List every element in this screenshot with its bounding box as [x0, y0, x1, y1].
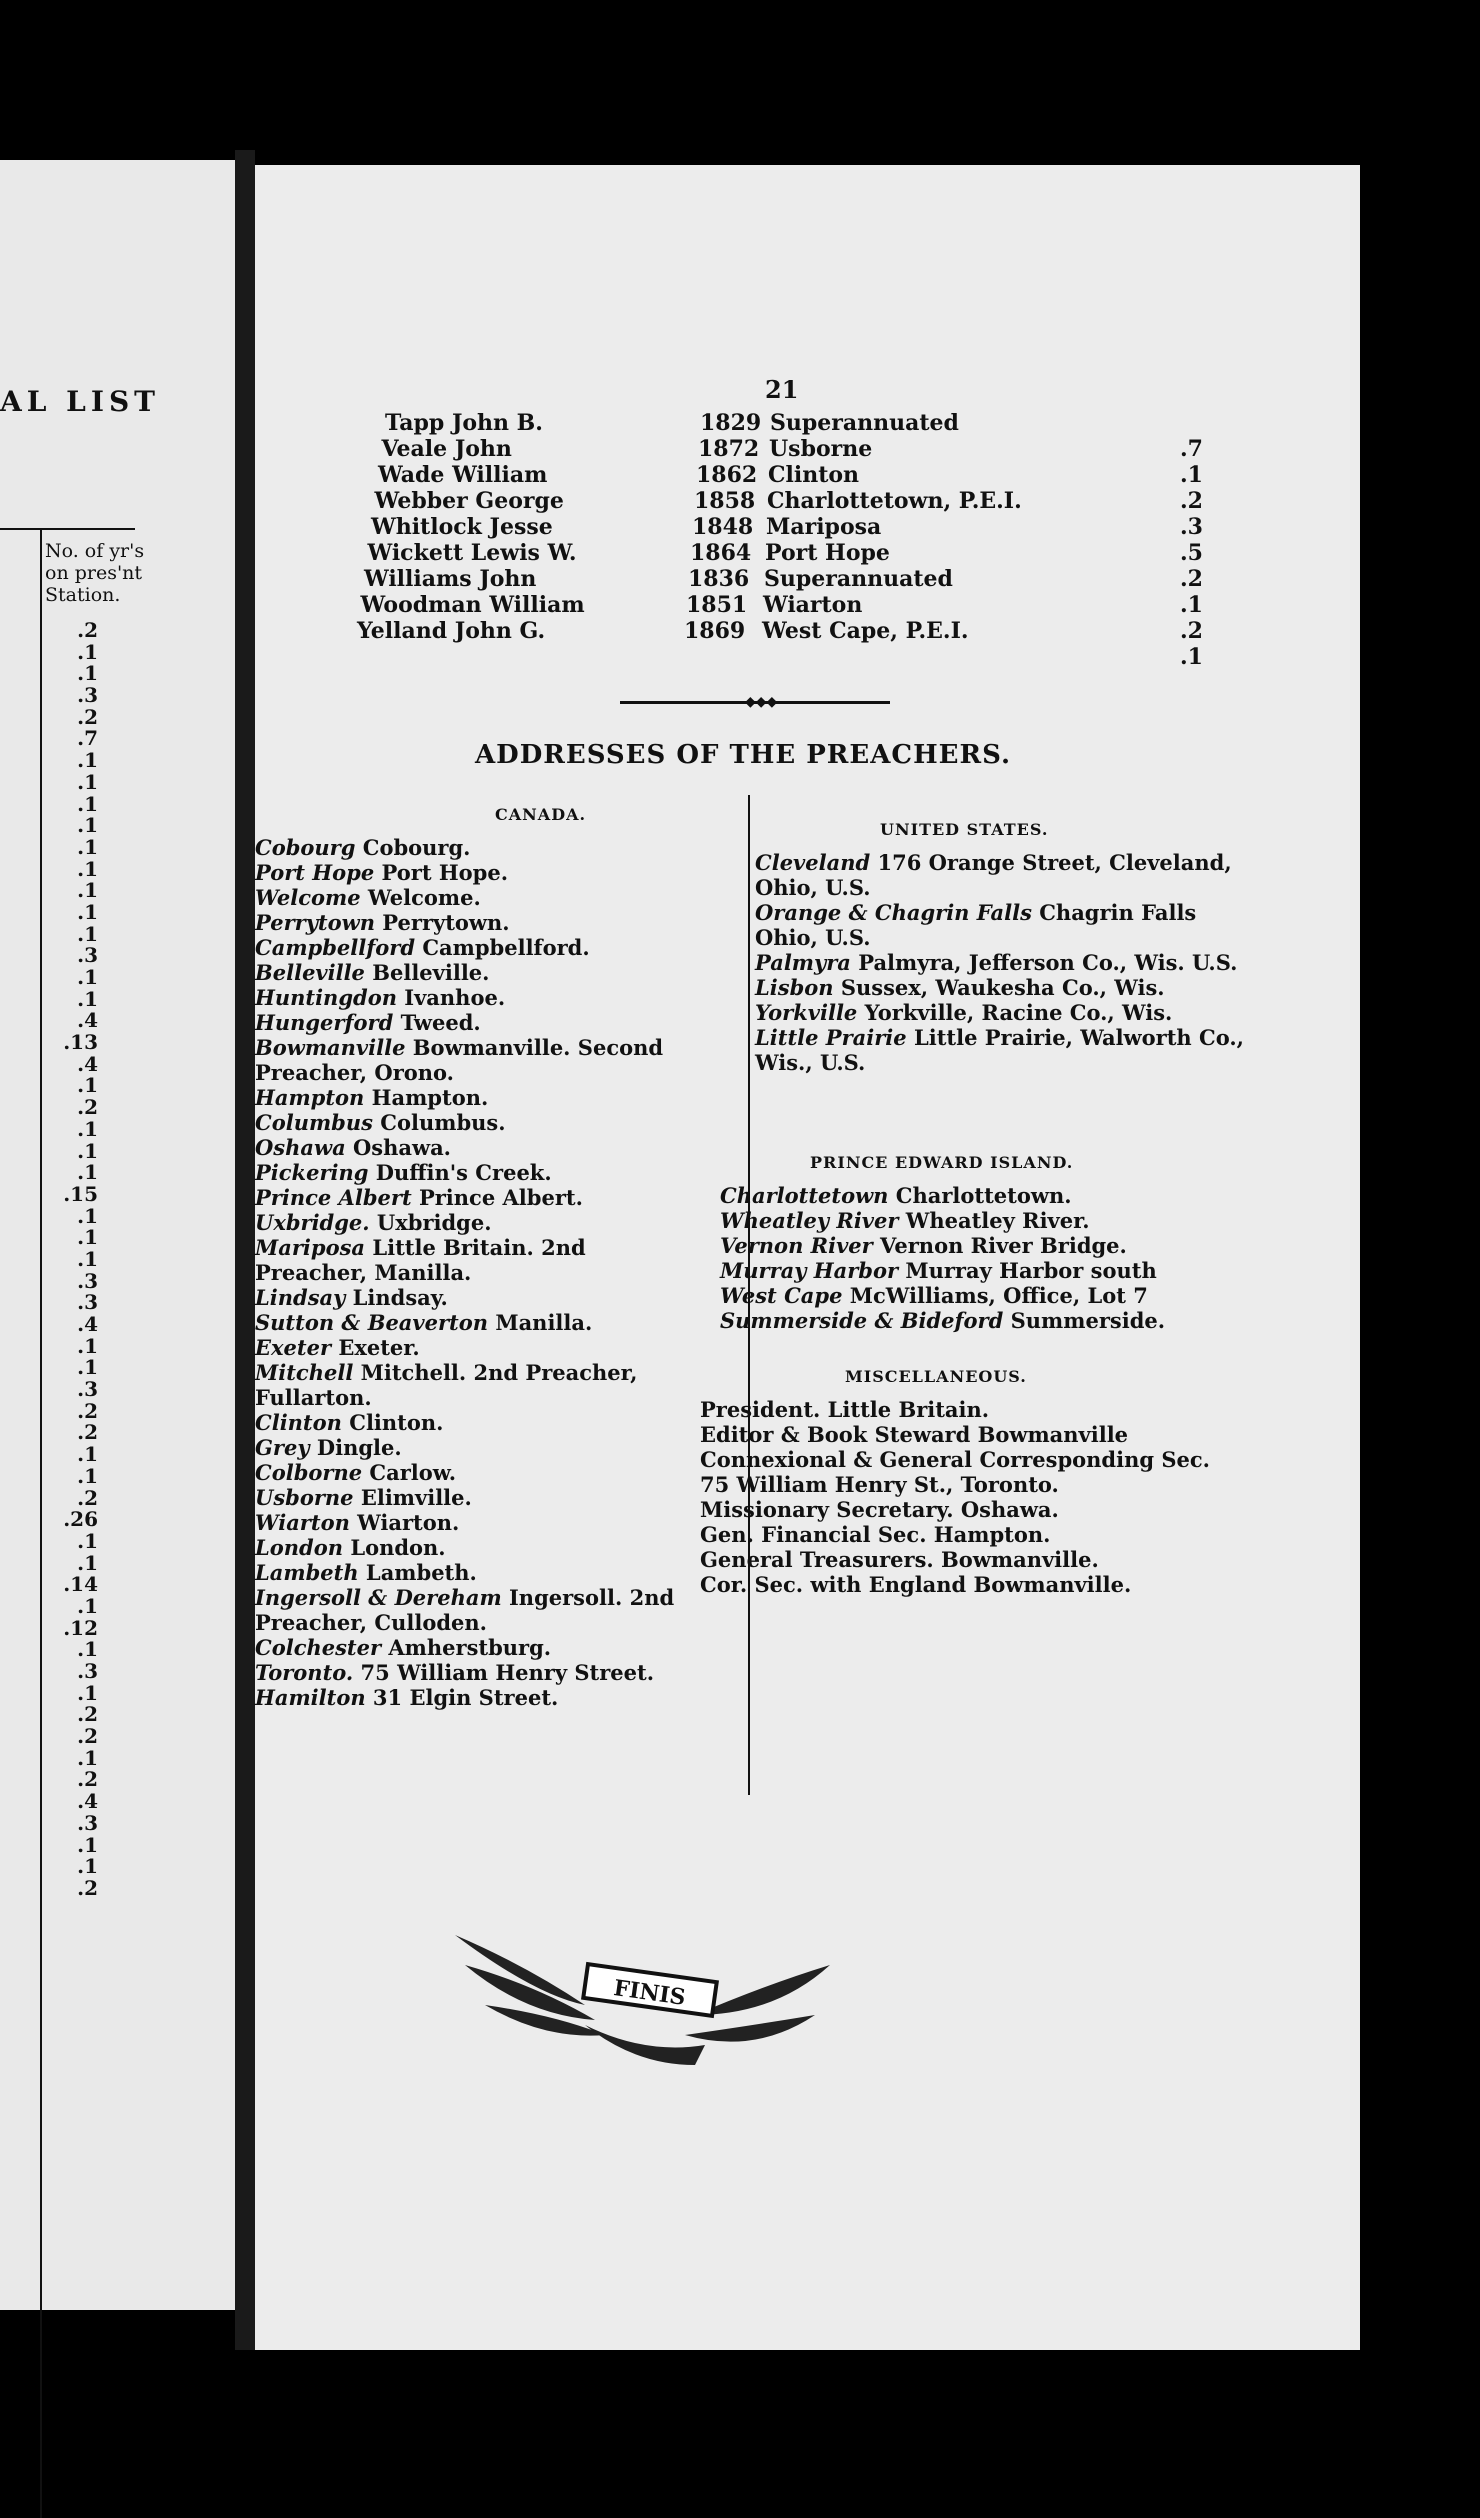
- pei-address: Charlottetown.: [895, 1183, 1072, 1208]
- canada-entry: [255, 1435, 685, 1460]
- years-value: .4: [77, 1789, 98, 1814]
- us-address: Sussex, Waukesha Co., Wis.: [840, 975, 1165, 1000]
- years-value: .1: [77, 834, 98, 859]
- years-value: .1: [77, 1593, 98, 1618]
- canada-address: Dingle.: [316, 1435, 402, 1460]
- us-address: Little Prairie, Walworth Co., Wis., U.S.: [755, 1025, 1244, 1075]
- minister-station: Port Hope: [765, 540, 890, 566]
- canada-address: 75 William Henry Street.: [360, 1660, 655, 1685]
- canada-circuit: Oshawa: [255, 1135, 346, 1160]
- misc-entry: Cor. Sec. with England Bowmanville.: [700, 1572, 1132, 1597]
- us-circuit: Palmyra: [755, 950, 851, 975]
- years-column: [50, 620, 98, 1900]
- canada-circuit: Mitchell: [255, 1360, 354, 1385]
- canada-entry: [255, 1635, 685, 1660]
- minister-row: [350, 514, 1250, 540]
- us-entry: [755, 1000, 1260, 1025]
- minister-station: Charlottetown, P.E.I.: [767, 488, 1022, 514]
- canada-address: Elimville.: [360, 1485, 472, 1510]
- finis-text: FINIS: [612, 1975, 688, 2011]
- canada-circuit: London: [255, 1535, 343, 1560]
- years-value: .1: [77, 1073, 98, 1098]
- pei-address: McWilliams, Office, Lot 7: [849, 1283, 1148, 1308]
- canada-entry: [255, 1085, 685, 1110]
- years-value: .14: [63, 1572, 98, 1597]
- canada-circuit: Bowmanville: [255, 1035, 406, 1060]
- left-page-header: AL LIST: [0, 385, 161, 418]
- years-value: .1: [77, 1832, 98, 1857]
- canada-circuit: Sutton & Beaverton: [255, 1310, 489, 1335]
- years-value: .1: [77, 748, 98, 773]
- canada-address: 31 Elgin Street.: [372, 1685, 559, 1710]
- canada-circuit: Columbus: [255, 1110, 373, 1135]
- years-value: .3: [77, 1290, 98, 1315]
- pei-address: Wheatley River.: [905, 1208, 1090, 1233]
- canada-entry: [255, 1485, 685, 1510]
- canada-address: Bowmanville. Second Preacher, Orono.: [255, 1035, 664, 1085]
- canada-address: Mitchell. 2nd Preacher, Fullarton.: [255, 1360, 638, 1410]
- addresses-title: ADDRESSES OF THE PREACHERS.: [475, 740, 1011, 770]
- minister-row: [350, 592, 1250, 618]
- years-value: .2: [77, 1875, 98, 1900]
- pei-address: Summerside.: [1010, 1308, 1166, 1333]
- canada-entry: [255, 1560, 685, 1585]
- years-value: .15: [63, 1181, 98, 1206]
- canada-circuit: Cobourg: [255, 835, 356, 860]
- years-value: .12: [63, 1615, 98, 1640]
- canada-entry: [255, 960, 685, 985]
- minister-year: 1858: [694, 488, 756, 514]
- minister-year: 1864: [690, 540, 752, 566]
- years-value: .1: [77, 1116, 98, 1141]
- canada-entry: [255, 1410, 685, 1435]
- misc-heading: MISCELLANEOUS.: [845, 1367, 1027, 1386]
- years-value: .2: [77, 1724, 98, 1749]
- misc-entry: General Treasurers. Bowmanville.: [700, 1547, 1099, 1572]
- us-heading: UNITED STATES.: [880, 820, 1049, 839]
- canada-address: Cobourg.: [362, 835, 471, 860]
- years-value: .1: [77, 1333, 98, 1358]
- pei-heading: PRINCE EDWARD ISLAND.: [810, 1153, 1074, 1172]
- misc-entry: Gen. Financial Sec. Hampton.: [700, 1522, 1051, 1547]
- canada-circuit: Wiarton: [255, 1510, 350, 1535]
- canada-address: Oshawa.: [353, 1135, 451, 1160]
- minister-years: .5: [1180, 540, 1203, 566]
- years-value: .1: [77, 1528, 98, 1553]
- misc-entry: Missionary Secretary. Oshawa.: [700, 1497, 1059, 1522]
- minister-year: 1836: [688, 566, 750, 592]
- us-address: Yorkville, Racine Co., Wis.: [864, 1000, 1173, 1025]
- canada-entry: [255, 935, 685, 960]
- minister-row: [350, 488, 1250, 514]
- canada-circuit: Ingersoll & Dereham: [255, 1585, 502, 1610]
- years-value: .4: [77, 1312, 98, 1336]
- canada-address: Uxbridge.: [376, 1210, 492, 1235]
- canada-entry: [255, 1210, 685, 1235]
- years-value: .1: [77, 986, 98, 1011]
- years-value: .1: [77, 878, 98, 903]
- canada-circuit: Belleville: [255, 960, 365, 985]
- canada-list: [255, 835, 685, 1710]
- us-entry: [755, 900, 1260, 950]
- canada-entry: [255, 860, 685, 885]
- us-circuit: Cleveland: [755, 850, 871, 875]
- years-value: .2: [77, 618, 98, 642]
- canada-address: Tweed.: [400, 1010, 481, 1035]
- minister-year: 1869: [684, 618, 746, 644]
- canada-circuit: Colchester: [255, 1635, 382, 1660]
- years-value: .1: [77, 639, 98, 664]
- years-value: .1: [77, 1854, 98, 1879]
- years-value: .1: [77, 1550, 98, 1575]
- finis-ornament: [435, 1905, 855, 2075]
- minister-year: 1872: [698, 436, 760, 462]
- us-address: 176 Orange Street, Cleveland, Ohio, U.S.: [755, 850, 1232, 900]
- pei-circuit: Vernon River: [720, 1233, 873, 1258]
- canada-entry: [255, 1035, 685, 1085]
- canada-entry: [255, 1310, 685, 1335]
- canada-address: Duffin's Creek.: [375, 1160, 552, 1185]
- years-value: .1: [77, 813, 98, 838]
- canada-entry: [255, 835, 685, 860]
- years-value: .3: [77, 1268, 98, 1293]
- minister-name: Wade William: [378, 462, 548, 488]
- pei-entry: [720, 1258, 1240, 1283]
- canada-address: Welcome.: [367, 885, 481, 910]
- minister-row: [350, 566, 1250, 592]
- years-value: .13: [63, 1030, 98, 1055]
- canada-entry: [255, 1360, 685, 1410]
- minister-name: Tapp John B.: [385, 410, 543, 436]
- pei-circuit: West Cape: [720, 1283, 843, 1308]
- years-value: .1: [77, 769, 98, 794]
- years-value: .26: [63, 1507, 98, 1532]
- pei-entry: [720, 1208, 1240, 1233]
- canada-heading: CANADA.: [495, 805, 587, 824]
- minister-row: [350, 540, 1250, 566]
- canada-address: Little Britain. 2nd Preacher, Manilla.: [255, 1235, 586, 1285]
- left-page: [0, 160, 235, 2310]
- years-value: .1: [77, 791, 98, 816]
- minister-station: Usborne: [769, 436, 873, 462]
- canada-address: Prince Albert.: [418, 1185, 583, 1210]
- years-value: .2: [77, 1095, 98, 1120]
- canada-entry: [255, 1585, 685, 1635]
- canada-circuit: Perrytown: [255, 910, 375, 935]
- years-value: .2: [77, 1398, 98, 1423]
- canada-address: Columbus.: [380, 1110, 506, 1135]
- canada-circuit: Grey: [255, 1435, 310, 1460]
- canada-circuit: Colborne: [255, 1460, 363, 1485]
- canada-entry: [255, 885, 685, 910]
- minister-years: .1: [1180, 462, 1203, 488]
- minister-name: Woodman William: [360, 592, 585, 618]
- minister-years: .1: [1180, 644, 1203, 670]
- minister-station: Clinton: [768, 462, 860, 488]
- pei-address: Vernon River Bridge.: [880, 1233, 1127, 1258]
- canada-address: Lambeth.: [365, 1560, 477, 1585]
- canada-entry: [255, 1135, 685, 1160]
- canada-address: Perrytown.: [382, 910, 510, 935]
- minister-name: Williams John: [364, 566, 537, 592]
- minister-years: .1: [1180, 592, 1203, 618]
- years-value: .3: [77, 1659, 98, 1683]
- us-circuit: Orange & Chagrin Falls: [755, 900, 1032, 925]
- pei-entry: [720, 1183, 1240, 1208]
- years-value: .1: [77, 1160, 98, 1185]
- canada-entry: [255, 1685, 685, 1710]
- minister-years: .2: [1180, 488, 1203, 514]
- canada-address: Amherstburg.: [388, 1635, 552, 1660]
- pei-entry: [720, 1283, 1240, 1308]
- canada-circuit: Pickering: [255, 1160, 369, 1185]
- canada-address: Carlow.: [369, 1460, 457, 1485]
- us-entry: [755, 850, 1260, 900]
- canada-entry: [255, 1535, 685, 1560]
- canada-circuit: Lindsay: [255, 1285, 346, 1310]
- years-value: .1: [77, 1203, 98, 1228]
- canada-circuit: Mariposa: [255, 1235, 366, 1260]
- us-circuit: Yorkville: [755, 1000, 858, 1025]
- pei-list: [720, 1183, 1240, 1333]
- pei-entry: [720, 1308, 1240, 1333]
- canada-entry: [255, 1460, 685, 1485]
- right-page: [255, 165, 1360, 2350]
- minister-years: .2: [1180, 618, 1203, 644]
- minister-row: [350, 462, 1250, 488]
- header-rule: [0, 528, 135, 530]
- canada-circuit: Welcome: [255, 885, 361, 910]
- years-value: .2: [77, 1485, 98, 1510]
- minister-row: [350, 644, 1250, 670]
- canada-address: Lindsay.: [352, 1285, 448, 1310]
- canada-entry: [255, 1660, 685, 1685]
- pei-circuit: Charlottetown: [720, 1183, 889, 1208]
- canada-circuit: Huntingdon: [255, 985, 397, 1010]
- canada-circuit: Prince Albert: [255, 1185, 412, 1210]
- us-circuit: Lisbon: [755, 975, 834, 1000]
- years-value: .1: [77, 921, 98, 946]
- misc-entry: Connexional & General Corresponding Sec. 75 William Henry St., Toronto.: [700, 1447, 1210, 1497]
- minister-name: Yelland John G.: [357, 618, 546, 644]
- minister-station: Mariposa: [766, 514, 882, 540]
- years-value: .2: [77, 1420, 98, 1445]
- years-value: .1: [77, 1138, 98, 1163]
- minister-name: Wickett Lewis W.: [367, 540, 577, 566]
- years-value: .1: [77, 856, 98, 881]
- canada-entry: [255, 1160, 685, 1185]
- canada-circuit: Campbellford: [255, 935, 416, 960]
- years-value: .1: [77, 1225, 98, 1250]
- us-entry: [755, 975, 1260, 1000]
- canada-circuit: Lambeth: [255, 1560, 359, 1585]
- years-value: .1: [77, 661, 98, 686]
- canada-address: Manilla.: [495, 1310, 593, 1335]
- canada-entry: [255, 1235, 685, 1285]
- canada-circuit: Hampton: [255, 1085, 365, 1110]
- minister-name: Webber George: [374, 488, 564, 514]
- canada-circuit: Usborne: [255, 1485, 354, 1510]
- minister-row: [350, 618, 1250, 644]
- minister-station: West Cape, P.E.I.: [762, 618, 969, 644]
- canada-circuit: Hamilton: [255, 1685, 366, 1710]
- us-entry: [755, 1025, 1260, 1075]
- years-value: .1: [77, 899, 98, 924]
- years-on-station-header: No. of yr's on pres'nt Station.: [45, 540, 145, 606]
- pei-circuit: Summerside & Bideford: [720, 1308, 1004, 1333]
- minister-name: Veale John: [381, 436, 512, 462]
- canada-entry: [255, 1335, 685, 1360]
- canada-entry: [255, 985, 685, 1010]
- minister-station: Superannuated: [770, 410, 959, 436]
- canada-address: Port Hope.: [381, 860, 509, 885]
- years-value: .2: [77, 1702, 98, 1727]
- years-value: .1: [77, 1355, 98, 1380]
- canada-circuit: Toronto.: [255, 1660, 354, 1685]
- canada-address: Clinton.: [349, 1410, 444, 1435]
- years-value: .1: [77, 1463, 98, 1488]
- years-value: .2: [77, 1767, 98, 1792]
- years-value: .1: [77, 1680, 98, 1705]
- canada-address: London.: [350, 1535, 446, 1560]
- years-value: .3: [77, 683, 98, 708]
- years-value: .4: [77, 1051, 98, 1076]
- us-entry: [755, 950, 1260, 975]
- misc-entry: Editor & Book Steward Bowmanville: [700, 1422, 1129, 1447]
- minister-year: 1862: [696, 462, 758, 488]
- minister-row: [350, 436, 1250, 462]
- canada-circuit: Exeter: [255, 1335, 332, 1360]
- canada-address: Hampton.: [371, 1085, 489, 1110]
- minister-years: .2: [1180, 566, 1203, 592]
- misc-entry: President. Little Britain.: [700, 1397, 990, 1422]
- minister-station: Superannuated: [764, 566, 953, 592]
- pei-address: Murray Harbor south: [905, 1258, 1157, 1283]
- column-divider: [40, 528, 42, 2518]
- canada-circuit: Hungerford: [255, 1010, 394, 1035]
- years-value: .3: [77, 1377, 98, 1402]
- us-address: Chagrin Falls Ohio, U.S.: [755, 900, 1197, 950]
- canada-address: Ivanhoe.: [404, 985, 506, 1010]
- canada-address: Ingersoll. 2nd Preacher, Culloden.: [255, 1585, 675, 1635]
- canada-entry: [255, 1010, 685, 1035]
- canada-address: Exeter.: [338, 1335, 420, 1360]
- minister-years: .3: [1180, 514, 1203, 540]
- canada-address: Belleville.: [372, 960, 490, 985]
- canada-entry: [255, 910, 685, 935]
- canada-address: Campbellford.: [422, 935, 590, 960]
- pei-entry: [720, 1233, 1240, 1258]
- pei-circuit: Wheatley River: [720, 1208, 899, 1233]
- page-number: 21: [765, 375, 799, 404]
- canada-address: Wiarton.: [357, 1510, 460, 1535]
- canada-entry: [255, 1285, 685, 1310]
- years-value: .1: [77, 1745, 98, 1770]
- years-value: .1: [77, 1246, 98, 1271]
- years-value: .1: [77, 1637, 98, 1662]
- book-gutter: [235, 150, 255, 2350]
- minister-year: 1848: [692, 514, 754, 540]
- pei-circuit: Murray Harbor: [720, 1258, 899, 1283]
- us-address: Palmyra, Jefferson Co., Wis. U.S.: [858, 950, 1238, 975]
- minister-years: .7: [1180, 436, 1203, 462]
- years-value: .7: [77, 726, 98, 751]
- canada-circuit: Clinton: [255, 1410, 342, 1435]
- canada-entry: [255, 1185, 685, 1210]
- canada-entry: [255, 1110, 685, 1135]
- ornament-dots: ◆◆◆: [745, 694, 778, 710]
- minister-year: 1829: [700, 410, 762, 436]
- misc-list: [700, 1397, 1230, 1597]
- years-value: .3: [77, 943, 98, 968]
- years-value: .1: [77, 965, 98, 989]
- ministers-list: [350, 410, 1250, 670]
- minister-station: Wiarton: [763, 592, 863, 618]
- canada-entry: [255, 1510, 685, 1535]
- years-value: .3: [77, 1810, 98, 1835]
- canada-circuit: Port Hope: [255, 860, 375, 885]
- years-value: .1: [77, 1442, 98, 1467]
- us-circuit: Little Prairie: [755, 1025, 907, 1050]
- canada-circuit: Uxbridge.: [255, 1210, 370, 1235]
- years-value: .4: [77, 1008, 98, 1033]
- us-list: [755, 850, 1260, 1075]
- years-value: .2: [77, 704, 98, 729]
- minister-name: Whitlock Jesse: [371, 514, 553, 540]
- minister-row: [350, 410, 1250, 436]
- minister-year: 1851: [686, 592, 748, 618]
